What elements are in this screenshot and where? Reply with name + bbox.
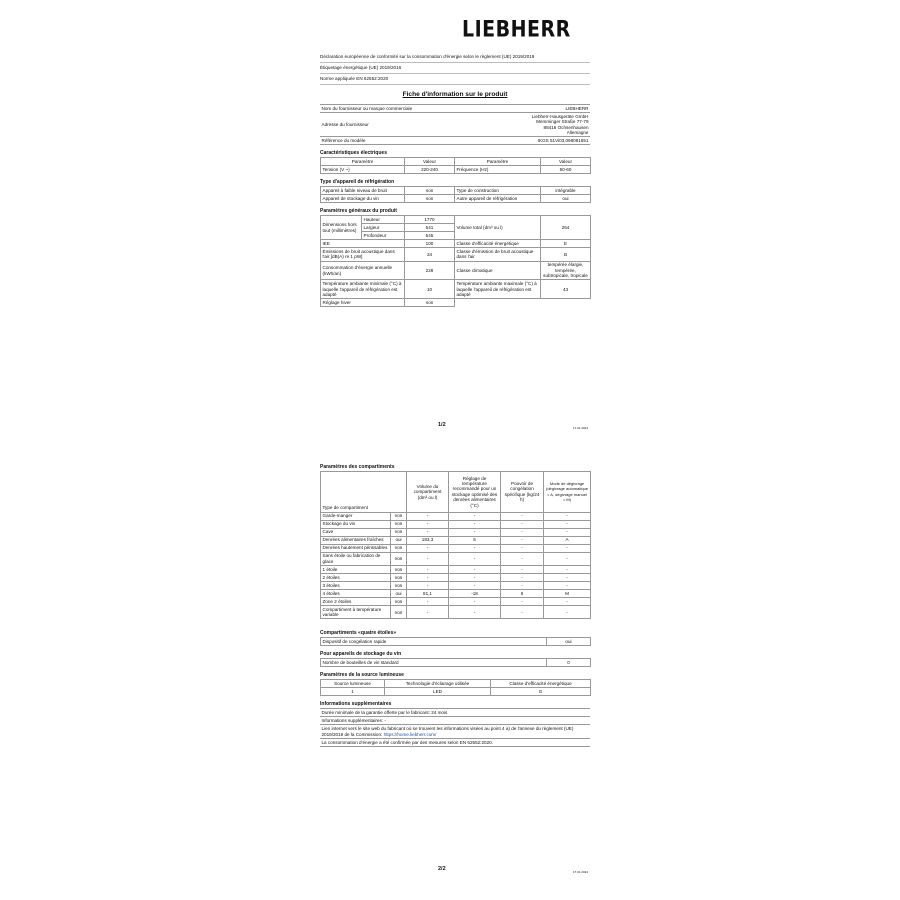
table-cell: Stockage du vin: [321, 520, 391, 528]
col-header: Valeur: [405, 158, 455, 166]
table-cell: -: [544, 582, 591, 590]
table-cell: -: [407, 544, 449, 552]
table-cell: -: [449, 574, 501, 582]
table-cell: M: [544, 590, 591, 598]
table-cell: 2 étoiles: [321, 574, 391, 582]
type-header: Type de compartiment: [321, 472, 407, 513]
table-cell: non: [391, 528, 407, 536]
confirmation-text: La consommation d'énergie a été confirmée par des mesures selon EN 62552:2020.: [320, 738, 590, 746]
model-label: Référence du modèle: [320, 137, 480, 145]
table-cell: Denrées hautement périssables: [321, 544, 391, 552]
table-row: [321, 544, 591, 552]
table-cell: -: [501, 574, 544, 582]
brand-logo: LIEBHERR: [462, 16, 571, 43]
address-line: Memminger Straße 77-79: [536, 119, 589, 125]
manufacturer-link[interactable]: https://home.liebherr.com/: [383, 731, 437, 737]
address-line: Liebherr-Hausgeräte GmbH: [531, 113, 589, 119]
light-technology-value: LED: [385, 688, 491, 696]
table-cell: Autre appareil de réfrigération: [455, 195, 541, 203]
table-cell: -: [544, 566, 591, 574]
light-source-value: 1: [321, 688, 385, 696]
page-date-1: 17.01.2024: [573, 426, 589, 430]
page-1: [320, 52, 590, 307]
wine-bottles-value: 0: [547, 659, 591, 667]
warranty-text: Durée minimale de la garantie offerte par le fabricant: 24 mois: [320, 709, 590, 717]
table-cell: -: [449, 606, 501, 619]
table-cell: non: [391, 544, 407, 552]
table-cell: B: [541, 248, 591, 261]
table-cell: intégrable: [541, 187, 591, 195]
table-cell: -: [449, 582, 501, 590]
table-row: [321, 536, 591, 544]
table-cell: non: [391, 552, 407, 565]
table-cell: -: [449, 520, 501, 528]
link-description: Lien internet vers le site web du fabricant où se trouvent les informations visées au point 4 a) de l'annexe du règlement (UE) 2019/2019 de la Commission:: [321, 726, 574, 737]
quick-freeze-value: oui: [547, 638, 591, 646]
dimension-name: Hauteur: [362, 216, 405, 224]
table-cell: A: [544, 536, 591, 544]
voltage-value: 220-240: [405, 166, 455, 174]
electrical-table: [320, 157, 591, 174]
table-cell: -: [501, 512, 544, 520]
table-cell: Compartiment à température variable: [321, 606, 391, 619]
compartments-table: [320, 471, 591, 619]
table-row: [321, 606, 591, 619]
four-star-section-title: Compartiments «quatre étoiles»: [320, 630, 397, 637]
col-header: Volume du compartiment (dm³ ou l): [407, 472, 449, 513]
table-cell: -: [501, 606, 544, 619]
table-cell: -: [501, 520, 544, 528]
supplier-name-label: Nom du fournisseur ou marque commerciale: [320, 105, 480, 113]
dimension-name: Largeur: [362, 224, 405, 232]
table-cell: -: [449, 552, 501, 565]
table-cell: -: [544, 544, 591, 552]
table-cell: non: [391, 598, 407, 606]
table-cell: 5: [449, 536, 501, 544]
table-cell: -: [501, 552, 544, 565]
col-header: Pouvoir de congélation spécifique (kg/24 h): [501, 472, 544, 513]
voltage-label: Tension (V ~): [321, 166, 405, 174]
table-cell: -: [407, 598, 449, 606]
table-cell: Appareil à faible niveau de bruit: [321, 187, 405, 195]
col-header: Paramètre: [321, 158, 405, 166]
empty-cell: [455, 299, 541, 307]
table-cell: non: [405, 187, 455, 195]
table-cell: 43: [541, 280, 591, 299]
table-cell: -: [407, 574, 449, 582]
table-cell: -: [407, 606, 449, 619]
table-row: [321, 590, 591, 598]
table-cell: -: [544, 606, 591, 619]
winter-value: non: [405, 299, 455, 307]
table-cell: -: [501, 544, 544, 552]
regulation-line: Déclaration européenne de conformité sur la consommation d'énergie selon le règlement (UE) 2019/2019: [320, 52, 590, 63]
table-cell: -: [407, 582, 449, 590]
table-cell: -: [544, 528, 591, 536]
table-cell: Température ambiante maximale (°C) à laquelle l'appareil de réfrigération est adapté: [455, 280, 541, 299]
appliance-type-section-title: Type d'appareil de réfrigération: [320, 179, 395, 186]
table-row: [321, 566, 591, 574]
table-cell: -: [544, 574, 591, 582]
table-cell: Type de construction: [455, 187, 541, 195]
quick-freeze-label: Dispositif de congélation rapide: [321, 638, 547, 646]
light-class-value: G: [491, 688, 591, 696]
model-value: IKGS 51Vi03,098081651: [480, 137, 590, 145]
table-cell: oui: [391, 590, 407, 598]
additional-info-text: Informations supplémentaires: -: [320, 717, 590, 725]
address-line: Allemagne: [566, 130, 589, 136]
table-cell: 81,1: [407, 590, 449, 598]
volume-label: Volume total (dm³ ou l): [455, 216, 541, 240]
table-cell: -: [501, 536, 544, 544]
table-cell: -: [544, 598, 591, 606]
page-2: [320, 459, 590, 747]
manufacturer-link-row: [320, 725, 590, 738]
table-cell: -: [501, 528, 544, 536]
wine-bottles-label: Nombre de bouteilles de vin standard: [321, 659, 547, 667]
compartments-section-title: Paramètres des compartiments: [320, 464, 395, 470]
table-cell: -: [501, 582, 544, 590]
dimension-name: Profondeur: [362, 232, 405, 240]
table-cell: non: [391, 566, 407, 574]
dimension-value: 541: [405, 224, 455, 232]
document-title: Fiche d'information sur le produit: [402, 91, 508, 98]
col-header: Classe d'efficacité énergétique: [491, 680, 591, 688]
table-cell: non: [405, 195, 455, 203]
table-cell: Classe climatique: [455, 261, 541, 280]
table-cell: non: [391, 606, 407, 619]
general-section-title: Paramètres généraux du produit: [320, 208, 397, 215]
wine-table: [320, 658, 591, 667]
col-header: Valeur: [541, 158, 591, 166]
address-line: 88416 Ochsenhausen: [543, 124, 589, 130]
table-cell: non: [391, 520, 407, 528]
table-cell: -: [407, 566, 449, 574]
table-cell: non: [391, 582, 407, 590]
table-cell: 34: [405, 248, 455, 261]
additional-section-title: Informations supplémentaires: [320, 701, 392, 708]
frequency-value: 50-60: [541, 166, 591, 174]
table-cell: -: [449, 512, 501, 520]
col-header: Source lumineuse: [321, 680, 385, 688]
table-cell: -: [544, 552, 591, 565]
table-cell: 10: [405, 280, 455, 299]
table-cell: -: [449, 598, 501, 606]
table-cell: -: [501, 566, 544, 574]
table-row: [321, 512, 591, 520]
dimension-value: 545: [405, 232, 455, 240]
volume-value: 264: [541, 216, 591, 240]
col-header: Réglage de température recommandé pour un stockage optimisé des denrées alimentaires (°C): [449, 472, 501, 513]
table-cell: Température ambiante minimale (°C) à laquelle l'appareil de réfrigération est adapté: [321, 280, 405, 299]
table-cell: 183,3: [407, 536, 449, 544]
empty-cell: [541, 299, 591, 307]
table-row: [321, 598, 591, 606]
table-cell: oui: [391, 536, 407, 544]
table-cell: 100: [405, 240, 455, 248]
additional-table: [320, 708, 590, 746]
dimensions-label: Dimensions hors tout (millimètres): [321, 216, 362, 240]
general-table: [320, 215, 591, 307]
table-cell: -: [407, 512, 449, 520]
table-row: [321, 582, 591, 590]
table-cell: tempérée élargie, tempérée, subtropicale, tropicale: [541, 261, 591, 280]
table-cell: 228: [405, 261, 455, 280]
table-cell: -: [544, 512, 591, 520]
frequency-label: Fréquence (Hz): [455, 166, 541, 174]
table-cell: oui: [541, 195, 591, 203]
page-number-1: 1/2: [438, 422, 446, 428]
table-row: [321, 574, 591, 582]
electrical-section-title: Caractéristiques électriques: [320, 150, 387, 157]
labelling-line: Étiquetage énergétique (UE) 2019/2016: [320, 63, 590, 74]
table-cell: -: [544, 520, 591, 528]
table-cell: -: [407, 552, 449, 565]
dimension-value: 1770: [405, 216, 455, 224]
supplier-table: [320, 104, 590, 145]
table-cell: non: [391, 512, 407, 520]
supplier-address-value: [480, 113, 590, 137]
table-cell: 3 étoiles: [321, 582, 391, 590]
table-cell: -: [407, 528, 449, 536]
table-row: [321, 520, 591, 528]
table-cell: Consommation d'énergie annuelle (kWh/an): [321, 261, 405, 280]
table-cell: Appareil de stockage du vin: [321, 195, 405, 203]
table-cell: -: [449, 566, 501, 574]
table-cell: Classe d'efficacité énergétique: [455, 240, 541, 248]
table-row: [321, 552, 591, 565]
table-row: [321, 528, 591, 536]
appliance-type-table: [320, 186, 591, 203]
table-cell: Zone 2 étoiles: [321, 598, 391, 606]
table-cell: E: [541, 240, 591, 248]
table-cell: 6: [501, 590, 544, 598]
table-cell: Denrées alimentaires fraîches: [321, 536, 391, 544]
table-cell: Sans étoile ou fabrication de glace: [321, 552, 391, 565]
table-cell: -: [407, 520, 449, 528]
table-cell: Cave: [321, 528, 391, 536]
col-header: Mode de dégivrage (dégivrage automatique = A, dégivrage manuel = M): [544, 472, 591, 513]
table-cell: -18: [449, 590, 501, 598]
table-cell: -: [449, 544, 501, 552]
table-cell: Garde-manger: [321, 512, 391, 520]
table-cell: -: [449, 528, 501, 536]
supplier-name-value: LIEBHERR: [480, 105, 590, 113]
col-header: Paramètre: [455, 158, 541, 166]
light-table: [320, 679, 591, 696]
table-cell: non: [391, 574, 407, 582]
page-number-2: 2/2: [438, 866, 446, 872]
winter-label: Réglage hiver: [321, 299, 405, 307]
wine-section-title: Pour appareils de stockage du vin: [320, 651, 402, 658]
table-cell: 1 étoile: [321, 566, 391, 574]
col-header: Technologie d'éclairage utilisée: [385, 680, 491, 688]
table-cell: -: [501, 598, 544, 606]
four-star-table: [320, 637, 591, 646]
page-date-2: 17.01.2024: [573, 870, 589, 874]
table-cell: IEE: [321, 240, 405, 248]
standard-line: Norme appliquée EN 62552:2020: [320, 74, 590, 85]
table-cell: Classe d'émission de bruit acoustique dans l'air: [455, 248, 541, 261]
supplier-address-label: Adresse du fournisseur: [320, 113, 480, 137]
table-cell: Émissions de bruit acoustique dans l'air [dB(A) re 1 pW]: [321, 248, 405, 261]
light-section-title: Paramètres de la source lumineuse: [320, 672, 404, 679]
table-cell: 4 étoiles: [321, 590, 391, 598]
